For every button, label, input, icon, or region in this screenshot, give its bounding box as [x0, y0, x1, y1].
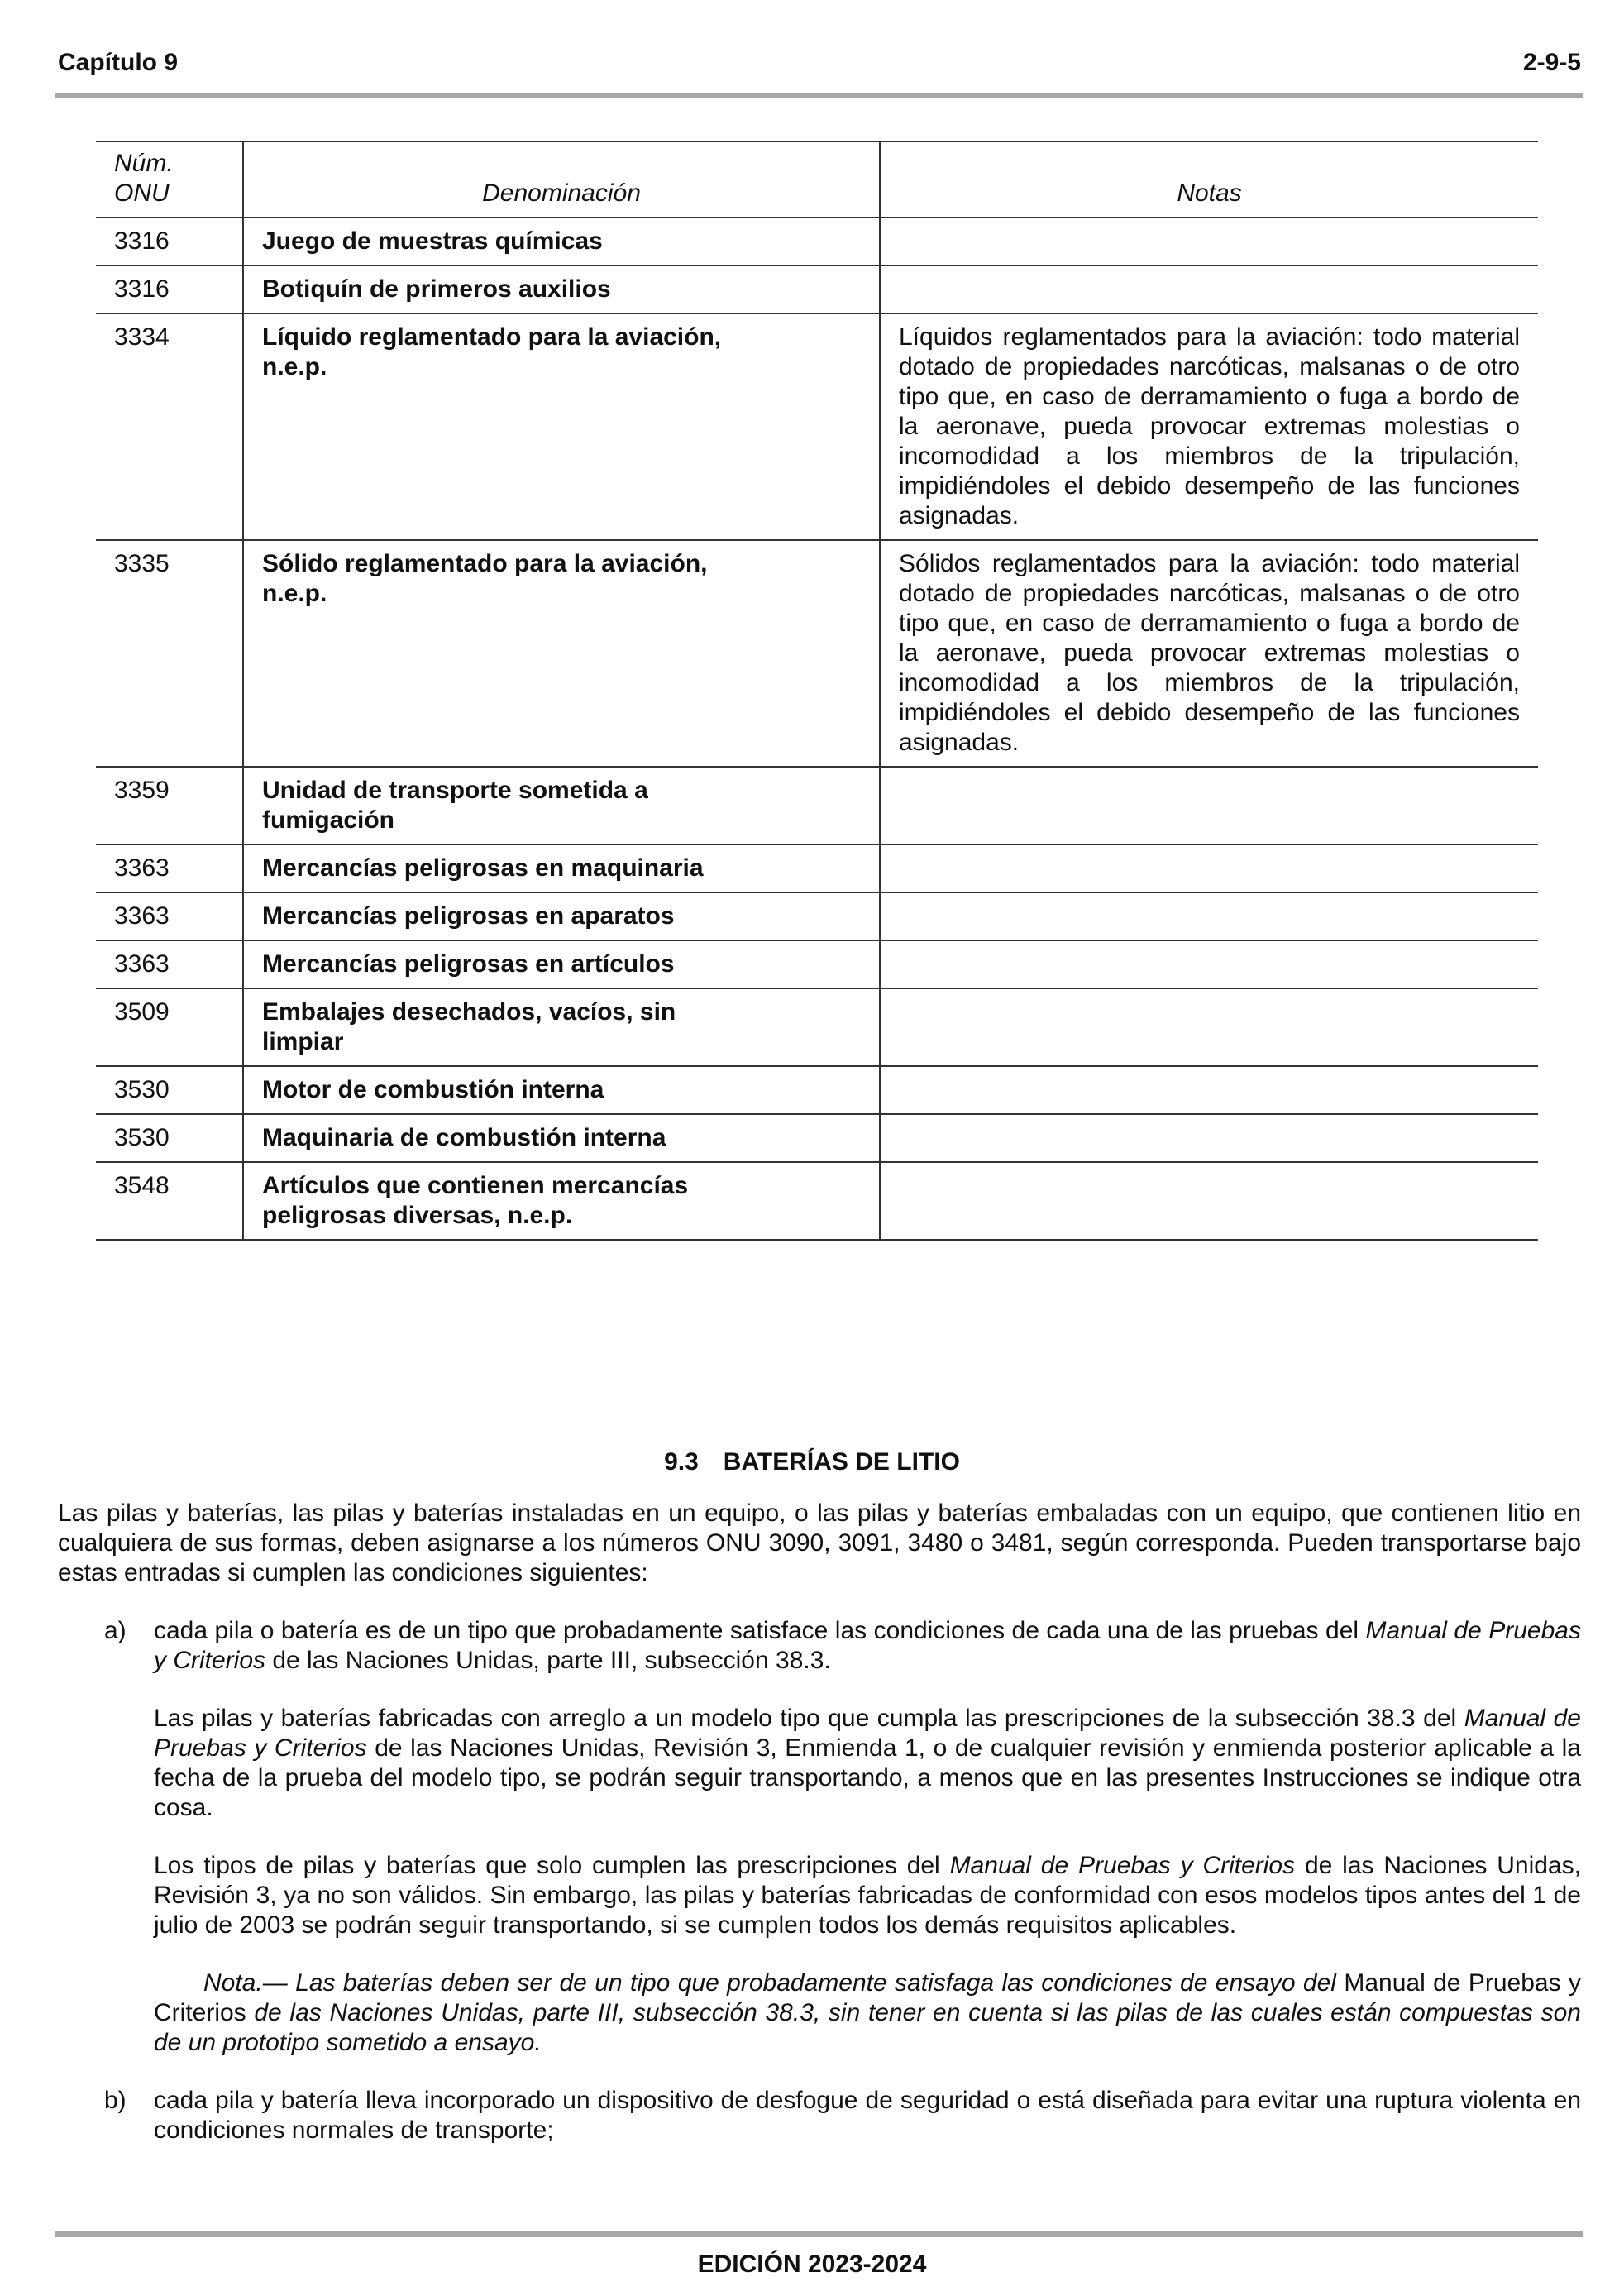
table-row [96, 844, 1538, 892]
table-row [96, 1114, 1538, 1162]
denomination-text: Maquinaria de combustión interna [262, 1124, 666, 1151]
footer-rule [55, 2231, 1583, 2237]
denomination-text: Juego de muestras químicas [262, 227, 603, 255]
denomination-text: Embalajes desechados, vacíos, sin limpiar [262, 998, 676, 1055]
denomination-cell [243, 844, 880, 892]
notes-cell [880, 892, 1538, 940]
un-number-cell: 3316 [96, 265, 243, 313]
header-rule [55, 93, 1583, 98]
table-row [96, 218, 1538, 265]
column-header-num-line1: Núm. [114, 150, 174, 177]
notes-cell [880, 313, 1538, 540]
item-a-note: Nota.— Las baterías deben ser de un tipo que probadamente satisfaga las condiciones de ensayo del Manual de Pruebas y Criterios de las Naciones Unidas, parte III, subsección 38.3, sin tener en cuenta si las pilas de las cuales están compuestas son de un prototipo sometido a ensayo. [154, 1969, 1581, 2056]
notes-cell [880, 1066, 1538, 1114]
table-row [96, 892, 1538, 940]
table-body [96, 218, 1538, 1240]
denomination-cell [243, 940, 880, 988]
un-number-cell: 3363 [96, 940, 243, 988]
table-header-row [96, 141, 1538, 218]
un-number-cell: 3359 [96, 767, 243, 844]
manual-title: Manual de Pruebas y Criterios [154, 1705, 1581, 1762]
list-item-label: b) [104, 2087, 127, 2114]
item-a-paragraph-3: Los tipos de pilas y baterías que solo cumplen las prescripciones del Manual de Pruebas y Criterios de las Naciones Unidas, Revisión 3, ya no son válidos. Sin embargo, las pilas y baterías fabricadas de conformidad con esos modelos tipos antes del 1 de julio de 2003 se podrán seguir transportando, si se cumplen todos los demás requisitos aplicables. [154, 1852, 1581, 1939]
table-row [96, 313, 1538, 540]
table-row [96, 1162, 1538, 1240]
denomination-text: Artículos que contienen mercancías peligrosas diversas, n.e.p. [262, 1172, 689, 1229]
item-b-paragraph: cada pila y batería lleva incorporado un dispositivo de desfogue de seguridad o está diseñada para evitar una ruptura violenta en condiciones normales de transporte; [154, 2087, 1581, 2144]
un-number-cell: 3363 [96, 892, 243, 940]
list-item-label: a) [104, 1617, 127, 1644]
un-number-cell: 3548 [96, 1162, 243, 1240]
denomination-cell [243, 265, 880, 313]
intro-paragraph: Las pilas y baterías, las pilas y baterías instaladas en un equipo, o las pilas y baterías embaladas con un equipo, que contienen litio en cualquiera de sus formas, deben asignarse a los números ONU 3090, 3091, 3480 o 3481, según corresponda. Pueden transportarse bajo estas entradas si cumplen las condiciones siguientes: [58, 1500, 1581, 1586]
notes-cell [880, 265, 1538, 313]
denomination-text: Sólido reglamentado para la aviación, n.e.p. [262, 550, 708, 607]
denomination-text: Unidad de transporte sometida a fumigación [262, 777, 648, 834]
manual-title: Manual de Pruebas y Criterios [154, 1969, 1581, 2026]
manual-title: Manual de Pruebas y Criterios [949, 1852, 1296, 1879]
item-a-paragraph-1: cada pila o batería es de un tipo que probadamente satisface las condiciones de cada una de las pruebas del Manual de Pruebas y Criterios de las Naciones Unidas, parte III, subsección 38.3. [154, 1617, 1581, 1674]
denomination-text: Líquido reglamentado para la aviación, n.e.p. [262, 323, 722, 380]
un-number-cell: 3316 [96, 218, 243, 265]
notes-cell [880, 988, 1538, 1066]
un-number-cell: 3334 [96, 313, 243, 540]
un-number-cell: 3530 [96, 1114, 243, 1162]
chapter-label: Capítulo 9 [58, 49, 179, 76]
notes-cell [880, 844, 1538, 892]
denomination-cell [243, 540, 880, 767]
section-body [58, 1499, 1581, 2145]
notes-cell [880, 540, 1538, 767]
section-title [0, 1447, 1624, 1477]
manual-title: Manual de Pruebas y Criterios [154, 1617, 1581, 1674]
un-number-cell: 3335 [96, 540, 243, 767]
notes-cell [880, 1114, 1538, 1162]
denomination-cell [243, 218, 880, 265]
column-header-notes: Notas [880, 141, 1538, 218]
notes-cell [880, 1162, 1538, 1240]
notes-cell [880, 218, 1538, 265]
list-item-b [58, 2086, 1581, 2145]
table-row [96, 540, 1538, 767]
table-row [96, 1066, 1538, 1114]
page-number: 2-9-5 [1522, 49, 1581, 76]
page-header [58, 48, 1581, 78]
table-row [96, 767, 1538, 844]
denomination-text: Motor de combustión interna [262, 1076, 604, 1103]
denomination-cell [243, 313, 880, 540]
column-header-name: Denominación [243, 141, 880, 218]
table-row [96, 940, 1538, 988]
notes-cell [880, 767, 1538, 844]
un-number-cell: 3363 [96, 844, 243, 892]
column-header-num [96, 141, 243, 218]
table-row [96, 265, 1538, 313]
denomination-text: Botiquín de primeros auxilios [262, 275, 611, 303]
denomination-text: Mercancías peligrosas en artículos [262, 950, 675, 978]
denomination-text: Mercancías peligrosas en aparatos [262, 902, 675, 930]
denomination-text: Mercancías peligrosas en maquinaria [262, 854, 704, 882]
table-row [96, 988, 1538, 1066]
un-number-cell: 3509 [96, 988, 243, 1066]
list-item-a [58, 1616, 1581, 2058]
item-a-paragraph-2: Las pilas y baterías fabricadas con arreglo a un modelo tipo que cumpla las prescripciones de la subsección 38.3 del Manual de Pruebas y Criterios de las Naciones Unidas, Revisión 3, Enmienda 1, o de cualquier revisión y enmienda posterior aplicable a la fecha de la prueba del modelo tipo, se podrán seguir transportando, a menos que en las presentes Instrucciones se indique otra cosa. [154, 1705, 1581, 1821]
denomination-cell [243, 988, 880, 1066]
column-header-num-line2: ONU [114, 179, 170, 207]
dangerous-goods-table [96, 141, 1538, 1241]
denomination-cell [243, 1114, 880, 1162]
denomination-cell [243, 892, 880, 940]
un-number-cell: 3530 [96, 1066, 243, 1114]
section-number: 9.3 [664, 1448, 699, 1476]
denomination-cell [243, 1162, 880, 1240]
notes-cell [880, 940, 1538, 988]
denomination-cell [243, 1066, 880, 1114]
page-footer: EDICIÓN 2023-2024 [697, 2251, 927, 2278]
notes-text: Sólidos reglamentados para la aviación: todo material dotado de propiedades narcóticas, malsanas o de otro tipo que, en caso de derramamiento o fuga a bordo de la aeronave, pueda provocar extremas molestias o incomodidad a los miembros de la tripulación, impidiéndoles el debido desempeño de las funciones asignadas. [899, 550, 1520, 756]
denomination-cell [243, 767, 880, 844]
notes-text: Líquidos reglamentados para la aviación: todo material dotado de propiedades narcóticas, malsanas o de otro tipo que, en caso de derramamiento o fuga a bordo de la aeronave, pueda provocar extremas molestias o incomodidad a los miembros de la tripulación, impidiéndoles el debido desempeño de las funciones asignadas. [899, 323, 1520, 529]
section-heading: BATERÍAS DE LITIO [723, 1448, 960, 1476]
